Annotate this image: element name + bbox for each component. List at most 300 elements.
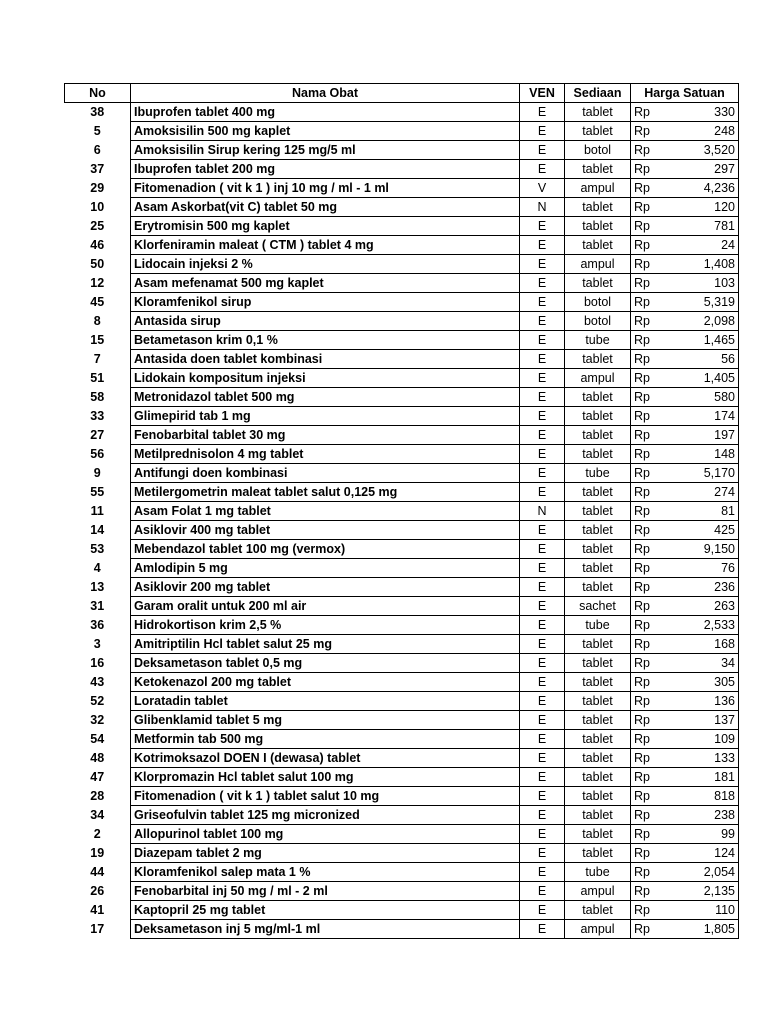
preparation-form: tablet <box>565 711 631 730</box>
preparation-form: tube <box>565 464 631 483</box>
unit-price-cell <box>631 920 739 939</box>
unit-price-wrap <box>634 122 735 140</box>
drug-name: Metilergometrin maleat tablet salut 0,125 mg <box>131 483 520 502</box>
row-number: 4 <box>93 561 101 575</box>
preparation-form: tablet <box>565 388 631 407</box>
unit-price-value: 34 <box>721 656 735 670</box>
table-row <box>65 122 739 141</box>
unit-price-value: 136 <box>714 694 735 708</box>
table-row <box>65 578 739 597</box>
drug-name: Fenobarbital inj 50 mg / ml - 2 ml <box>131 882 520 901</box>
unit-price-wrap <box>634 255 735 273</box>
table-row <box>65 635 739 654</box>
row-number: 2 <box>93 827 101 841</box>
row-number: 45 <box>90 295 105 309</box>
drug-name: Allopurinol tablet 100 mg <box>131 825 520 844</box>
unit-price-cell <box>631 122 739 141</box>
unit-price-cell <box>631 559 739 578</box>
unit-price-cell <box>631 426 739 445</box>
unit-price-wrap <box>634 616 735 634</box>
preparation-form: tube <box>565 616 631 635</box>
row-number: 28 <box>90 789 105 803</box>
preparation-form: tablet <box>565 540 631 559</box>
unit-price-cell <box>631 806 739 825</box>
unit-price-value: 24 <box>721 238 735 252</box>
table-body <box>65 103 739 939</box>
unit-price-cell <box>631 673 739 692</box>
row-number: 41 <box>90 903 105 917</box>
row-number: 44 <box>90 865 105 879</box>
ven-category: E <box>520 654 565 673</box>
currency-label: Rp <box>634 808 650 822</box>
row-number: 16 <box>90 656 105 670</box>
row-number: 33 <box>90 409 105 423</box>
preparation-form: tablet <box>565 787 631 806</box>
preparation-form: tablet <box>565 692 631 711</box>
drug-name: Fitomenadion ( vit k 1 ) tablet salut 10 mg <box>131 787 520 806</box>
unit-price-value: 56 <box>721 352 735 366</box>
ven-category: E <box>520 331 565 350</box>
unit-price-wrap <box>634 293 735 311</box>
preparation-form: tablet <box>565 749 631 768</box>
unit-price-cell <box>631 521 739 540</box>
unit-price-cell <box>631 844 739 863</box>
currency-label: Rp <box>634 409 650 423</box>
row-number: 17 <box>90 922 105 936</box>
preparation-form: tablet <box>565 160 631 179</box>
unit-price-cell <box>631 502 739 521</box>
preparation-form: ampul <box>565 179 631 198</box>
unit-price-wrap <box>634 236 735 254</box>
unit-price-wrap <box>634 217 735 235</box>
table-row <box>65 616 739 635</box>
unit-price-value: 181 <box>714 770 735 784</box>
unit-price-value: 297 <box>714 162 735 176</box>
unit-price-value: 2,054 <box>703 865 735 879</box>
currency-label: Rp <box>634 238 650 252</box>
unit-price-cell <box>631 141 739 160</box>
row-number: 53 <box>90 542 105 556</box>
drug-name: Antifungi doen kombinasi <box>131 464 520 483</box>
unit-price-wrap <box>634 711 735 729</box>
row-number: 10 <box>90 200 105 214</box>
unit-price-wrap <box>634 768 735 786</box>
row-number: 12 <box>90 276 105 290</box>
table-row <box>65 559 739 578</box>
drug-name: Metronidazol tablet 500 mg <box>131 388 520 407</box>
unit-price-cell <box>631 540 739 559</box>
row-number: 13 <box>90 580 105 594</box>
row-number: 27 <box>90 428 105 442</box>
preparation-form: tablet <box>565 806 631 825</box>
preparation-form: ampul <box>565 920 631 939</box>
table-row <box>65 445 739 464</box>
unit-price-wrap <box>634 692 735 710</box>
drug-name: Klorpromazin Hcl tablet salut 100 mg <box>131 768 520 787</box>
unit-price-value: 81 <box>721 504 735 518</box>
row-number: 34 <box>90 808 105 822</box>
preparation-form: ampul <box>565 369 631 388</box>
currency-label: Rp <box>634 846 650 860</box>
unit-price-wrap <box>634 388 735 406</box>
ven-category: E <box>520 578 565 597</box>
drug-name: Deksametason inj 5 mg/ml-1 ml <box>131 920 520 939</box>
row-number: 36 <box>90 618 105 632</box>
currency-label: Rp <box>634 485 650 499</box>
table-row <box>65 274 739 293</box>
unit-price-cell <box>631 882 739 901</box>
preparation-form: tablet <box>565 236 631 255</box>
unit-price-value: 248 <box>714 124 735 138</box>
unit-price-value: 818 <box>714 789 735 803</box>
ven-category: E <box>520 882 565 901</box>
row-number: 26 <box>90 884 105 898</box>
table-row <box>65 255 739 274</box>
unit-price-value: 1,465 <box>703 333 735 347</box>
drug-name: Antasida doen tablet kombinasi <box>131 350 520 369</box>
currency-label: Rp <box>634 371 650 385</box>
unit-price-value: 120 <box>714 200 735 214</box>
currency-label: Rp <box>634 181 650 195</box>
drug-name: Loratadin tablet <box>131 692 520 711</box>
row-number: 29 <box>90 181 105 195</box>
preparation-form: tablet <box>565 103 631 122</box>
table-row <box>65 141 739 160</box>
row-number: 3 <box>93 637 101 651</box>
ven-category: E <box>520 711 565 730</box>
unit-price-value: 109 <box>714 732 735 746</box>
unit-price-wrap <box>634 521 735 539</box>
preparation-form: sachet <box>565 597 631 616</box>
preparation-form: tablet <box>565 407 631 426</box>
unit-price-wrap <box>634 559 735 577</box>
unit-price-cell <box>631 217 739 236</box>
unit-price-cell <box>631 350 739 369</box>
unit-price-value: 330 <box>714 105 735 119</box>
currency-label: Rp <box>634 295 650 309</box>
drug-name: Deksametason tablet 0,5 mg <box>131 654 520 673</box>
currency-label: Rp <box>634 466 650 480</box>
ven-category: E <box>520 255 565 274</box>
unit-price-cell <box>631 236 739 255</box>
drug-name: Garam oralit untuk 200 ml air <box>131 597 520 616</box>
drug-name: Metilprednisolon 4 mg tablet <box>131 445 520 464</box>
unit-price-value: 9,150 <box>703 542 735 556</box>
row-number: 38 <box>90 105 105 120</box>
table-row <box>65 711 739 730</box>
currency-label: Rp <box>634 162 650 176</box>
currency-label: Rp <box>634 143 650 157</box>
row-number: 51 <box>90 371 105 385</box>
drug-name: Amoksisilin Sirup kering 125 mg/5 ml <box>131 141 520 160</box>
unit-price-value: 263 <box>714 599 735 613</box>
table-row <box>65 654 739 673</box>
unit-price-cell <box>631 464 739 483</box>
unit-price-cell <box>631 692 739 711</box>
ven-category: E <box>520 312 565 331</box>
unit-price-cell <box>631 597 739 616</box>
table-row <box>65 103 739 122</box>
drug-name: Betametason krim 0,1 % <box>131 331 520 350</box>
unit-price-wrap <box>634 103 735 121</box>
drug-name: Erytromisin 500 mg kaplet <box>131 217 520 236</box>
drug-name: Lidocain injeksi 2 % <box>131 255 520 274</box>
unit-price-cell <box>631 312 739 331</box>
currency-label: Rp <box>634 922 650 936</box>
ven-category: E <box>520 369 565 388</box>
unit-price-wrap <box>634 863 735 881</box>
unit-price-cell <box>631 863 739 882</box>
unit-price-value: 103 <box>714 276 735 290</box>
unit-price-wrap <box>634 749 735 767</box>
preparation-form: tablet <box>565 559 631 578</box>
unit-price-wrap <box>634 844 735 862</box>
drug-name: Antasida sirup <box>131 312 520 331</box>
unit-price-value: 3,520 <box>703 143 735 157</box>
unit-price-cell <box>631 787 739 806</box>
row-number: 9 <box>93 466 101 480</box>
drug-name: Amitriptilin Hcl tablet salut 25 mg <box>131 635 520 654</box>
unit-price-value: 1,405 <box>703 371 735 385</box>
unit-price-cell <box>631 654 739 673</box>
drug-name: Ibuprofen tablet 200 mg <box>131 160 520 179</box>
unit-price-wrap <box>634 445 735 463</box>
unit-price-wrap <box>634 730 735 748</box>
unit-price-value: 99 <box>721 827 735 841</box>
drug-name: Asam Askorbat(vit C) tablet 50 mg <box>131 198 520 217</box>
drug-name: Metformin tab 500 mg <box>131 730 520 749</box>
drug-name: Asiklovir 400 mg tablet <box>131 521 520 540</box>
table-row <box>65 673 739 692</box>
unit-price-wrap <box>634 578 735 596</box>
currency-label: Rp <box>634 390 650 404</box>
unit-price-wrap <box>634 179 735 197</box>
currency-label: Rp <box>634 523 650 537</box>
table-row <box>65 502 739 521</box>
unit-price-value: 4,236 <box>703 181 735 195</box>
row-number: 15 <box>90 333 105 347</box>
currency-label: Rp <box>634 352 650 366</box>
ven-category: E <box>520 350 565 369</box>
unit-price-value: 2,533 <box>703 618 735 632</box>
table-row <box>65 749 739 768</box>
preparation-form: tablet <box>565 502 631 521</box>
table-row <box>65 407 739 426</box>
drug-name: Fenobarbital tablet 30 mg <box>131 426 520 445</box>
unit-price-wrap <box>634 331 735 349</box>
drug-name: Ketokenazol 200 mg tablet <box>131 673 520 692</box>
header-preparation: Sediaan <box>565 84 631 103</box>
table-row <box>65 312 739 331</box>
preparation-form: ampul <box>565 255 631 274</box>
currency-label: Rp <box>634 428 650 442</box>
currency-label: Rp <box>634 770 650 784</box>
unit-price-value: 236 <box>714 580 735 594</box>
preparation-form: tube <box>565 331 631 350</box>
ven-category: E <box>520 806 565 825</box>
row-number: 58 <box>90 390 105 404</box>
header-no: No <box>65 84 131 103</box>
ven-category: E <box>520 635 565 654</box>
unit-price-wrap <box>634 464 735 482</box>
ven-category: E <box>520 217 565 236</box>
unit-price-cell <box>631 445 739 464</box>
unit-price-cell <box>631 616 739 635</box>
unit-price-wrap <box>634 654 735 672</box>
drug-name: Mebendazol tablet 100 mg (vermox) <box>131 540 520 559</box>
unit-price-wrap <box>634 198 735 216</box>
currency-label: Rp <box>634 219 650 233</box>
preparation-form: tablet <box>565 825 631 844</box>
currency-label: Rp <box>634 789 650 803</box>
row-number: 54 <box>90 732 105 746</box>
unit-price-wrap <box>634 141 735 159</box>
currency-label: Rp <box>634 447 650 461</box>
table-row <box>65 844 739 863</box>
unit-price-cell <box>631 274 739 293</box>
unit-price-cell <box>631 103 739 122</box>
drug-name: Asam Folat 1 mg tablet <box>131 502 520 521</box>
preparation-form: tablet <box>565 673 631 692</box>
ven-category: N <box>520 502 565 521</box>
drug-name: Hidrokortison krim 2,5 % <box>131 616 520 635</box>
unit-price-wrap <box>634 483 735 501</box>
ven-category: V <box>520 179 565 198</box>
currency-label: Rp <box>634 675 650 689</box>
unit-price-value: 238 <box>714 808 735 822</box>
row-number: 52 <box>90 694 105 708</box>
unit-price-cell <box>631 901 739 920</box>
unit-price-value: 137 <box>714 713 735 727</box>
row-number: 31 <box>90 599 105 613</box>
currency-label: Rp <box>634 504 650 518</box>
unit-price-value: 1,408 <box>703 257 735 271</box>
row-number: 55 <box>90 485 105 499</box>
currency-label: Rp <box>634 333 650 347</box>
table-row <box>65 179 739 198</box>
ven-category: E <box>520 426 565 445</box>
unit-price-wrap <box>634 825 735 843</box>
ven-category: E <box>520 122 565 141</box>
unit-price-wrap <box>634 673 735 691</box>
unit-price-wrap <box>634 160 735 178</box>
unit-price-wrap <box>634 806 735 824</box>
table-row <box>65 597 739 616</box>
unit-price-value: 425 <box>714 523 735 537</box>
ven-category: E <box>520 787 565 806</box>
currency-label: Rp <box>634 732 650 746</box>
drug-name: Kaptopril 25 mg tablet <box>131 901 520 920</box>
drug-name: Lidokain kompositum injeksi <box>131 369 520 388</box>
ven-category: E <box>520 445 565 464</box>
table-row <box>65 787 739 806</box>
unit-price-value: 174 <box>714 409 735 423</box>
table-row <box>65 426 739 445</box>
table-row <box>65 388 739 407</box>
ven-category: E <box>520 559 565 578</box>
preparation-form: tablet <box>565 122 631 141</box>
unit-price-cell <box>631 825 739 844</box>
row-number: 46 <box>90 238 105 252</box>
row-number: 32 <box>90 713 105 727</box>
preparation-form: tube <box>565 863 631 882</box>
currency-label: Rp <box>634 656 650 670</box>
header-ven: VEN <box>520 84 565 103</box>
currency-label: Rp <box>634 561 650 575</box>
ven-category: E <box>520 749 565 768</box>
drug-name: Glimepirid tab 1 mg <box>131 407 520 426</box>
currency-label: Rp <box>634 694 650 708</box>
unit-price-wrap <box>634 635 735 653</box>
currency-label: Rp <box>634 105 650 119</box>
ven-category: E <box>520 901 565 920</box>
drug-table <box>64 83 739 939</box>
unit-price-wrap <box>634 407 735 425</box>
unit-price-cell <box>631 635 739 654</box>
unit-price-value: 168 <box>714 637 735 651</box>
row-number: 50 <box>90 257 105 271</box>
preparation-form: tablet <box>565 578 631 597</box>
unit-price-wrap <box>634 597 735 615</box>
table-row <box>65 920 739 939</box>
table-row <box>65 331 739 350</box>
currency-label: Rp <box>634 599 650 613</box>
row-number: 43 <box>90 675 105 689</box>
unit-price-wrap <box>634 369 735 387</box>
table-row <box>65 369 739 388</box>
currency-label: Rp <box>634 580 650 594</box>
drug-name: Kloramfenikol salep mata 1 % <box>131 863 520 882</box>
ven-category: N <box>520 198 565 217</box>
row-number: 7 <box>93 352 101 366</box>
row-number: 37 <box>90 162 105 176</box>
drug-name: Griseofulvin tablet 125 mg micronized <box>131 806 520 825</box>
unit-price-wrap <box>634 787 735 805</box>
currency-label: Rp <box>634 542 650 556</box>
row-number: 8 <box>93 314 101 328</box>
unit-price-cell <box>631 407 739 426</box>
row-number: 14 <box>90 523 105 537</box>
preparation-form: tablet <box>565 635 631 654</box>
ven-category: E <box>520 293 565 312</box>
currency-label: Rp <box>634 618 650 632</box>
preparation-form: tablet <box>565 521 631 540</box>
unit-price-value: 2,098 <box>703 314 735 328</box>
unit-price-value: 274 <box>714 485 735 499</box>
ven-category: E <box>520 540 565 559</box>
ven-category: E <box>520 863 565 882</box>
ven-category: E <box>520 597 565 616</box>
drug-name: Amoksisilin 500 mg kaplet <box>131 122 520 141</box>
ven-category: E <box>520 768 565 787</box>
drug-name: Ibuprofen tablet 400 mg <box>131 103 520 122</box>
drug-name: Amlodipin 5 mg <box>131 559 520 578</box>
currency-label: Rp <box>634 257 650 271</box>
unit-price-wrap <box>634 920 735 938</box>
unit-price-cell <box>631 255 739 274</box>
row-number: 11 <box>90 504 104 518</box>
unit-price-wrap <box>634 502 735 520</box>
row-number: 5 <box>93 124 101 138</box>
ven-category: E <box>520 673 565 692</box>
unit-price-cell <box>631 768 739 787</box>
unit-price-value: 580 <box>714 390 735 404</box>
unit-price-value: 76 <box>721 561 735 575</box>
preparation-form: tablet <box>565 274 631 293</box>
row-number: 47 <box>90 770 105 784</box>
unit-price-cell <box>631 578 739 597</box>
unit-price-value: 5,170 <box>703 466 735 480</box>
